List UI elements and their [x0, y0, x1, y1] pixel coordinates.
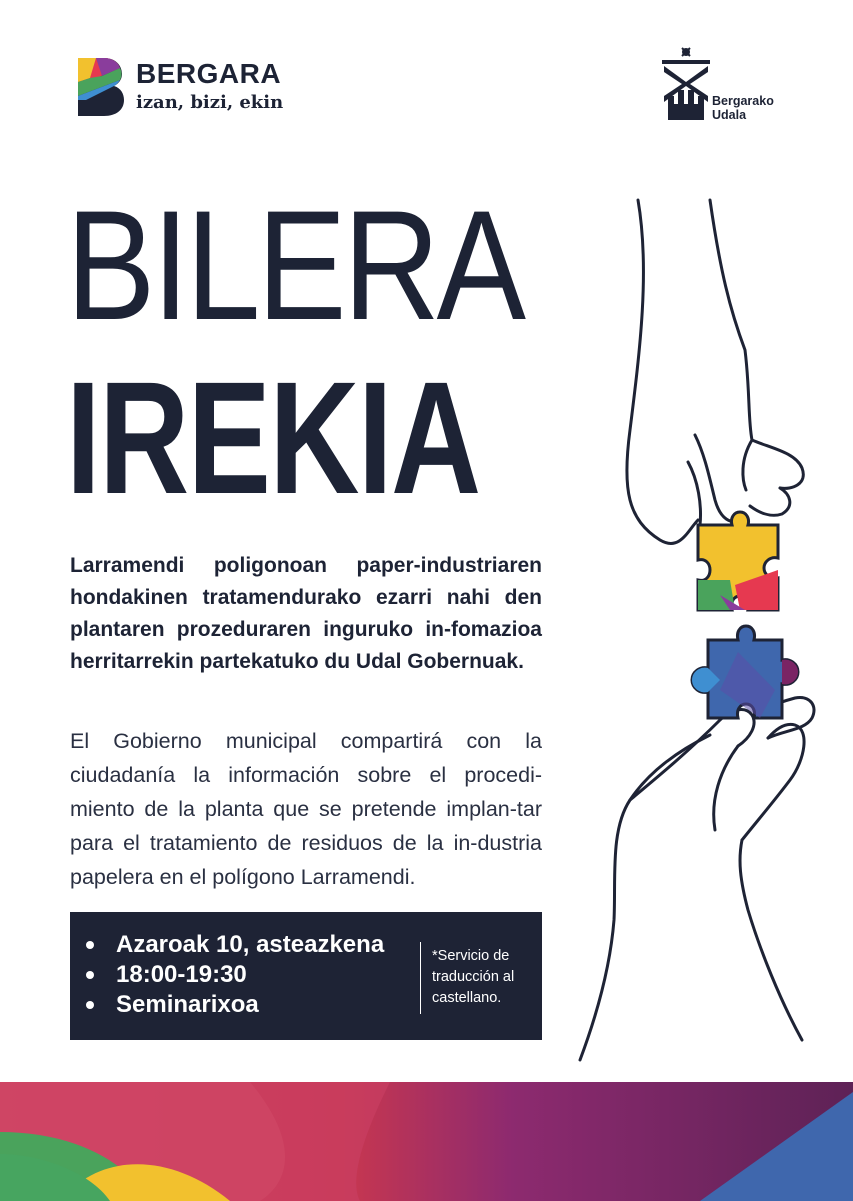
- title-bilera: BILERA: [66, 179, 523, 353]
- council-name: [712, 94, 774, 122]
- spanish-description: El Gobierno municipal compartirá con la ciudadanía la información sobre el procedi-miento de la planta que se pretende implan-tar para el tratamiento de residuos de la in-dustria papelera en el polígono Larramendi.: [70, 729, 542, 889]
- bullet-icon: [86, 971, 94, 979]
- info-divider: [420, 942, 421, 1014]
- event-time-text: 18:00-19:30: [116, 961, 247, 988]
- brand-name: BERGARA: [136, 58, 282, 89]
- event-place-text: Seminarixoa: [116, 991, 259, 1018]
- event-info-box: [70, 912, 542, 1040]
- yellow-puzzle-piece: [698, 512, 778, 610]
- title-irekia: IREKIA: [66, 348, 480, 527]
- udala-crest-icon: [656, 46, 712, 122]
- event-date: [84, 930, 384, 960]
- council-name-line2: Udala: [712, 108, 747, 122]
- bullet-icon: [86, 1001, 94, 1009]
- event-date-text: Azaroak 10, asteazkena: [116, 931, 385, 958]
- basque-description: Larramendi poligonoan paper-industriaren hondakinen tratamendurako ezarri nahi den plantaren prozeduraren inguruko in-fomazioa herritarrekin partekatuko du Udal Gobernuak.: [70, 554, 542, 673]
- blue-puzzle-piece: [692, 626, 798, 718]
- bergara-b-logo-icon: [76, 56, 126, 118]
- council-name-line1: Bergarako: [712, 94, 774, 108]
- brand-tagline: izan, bizi, ekin: [136, 92, 284, 113]
- hands-puzzle-illustration: [570, 190, 853, 1080]
- bullet-icon: [86, 941, 94, 949]
- event-details-list: [84, 930, 384, 1020]
- event-place: [84, 990, 384, 1020]
- bottom-color-band: [0, 1082, 853, 1201]
- event-time: [84, 960, 384, 990]
- translation-note: *Servicio de traducción al castellano.: [432, 948, 515, 1006]
